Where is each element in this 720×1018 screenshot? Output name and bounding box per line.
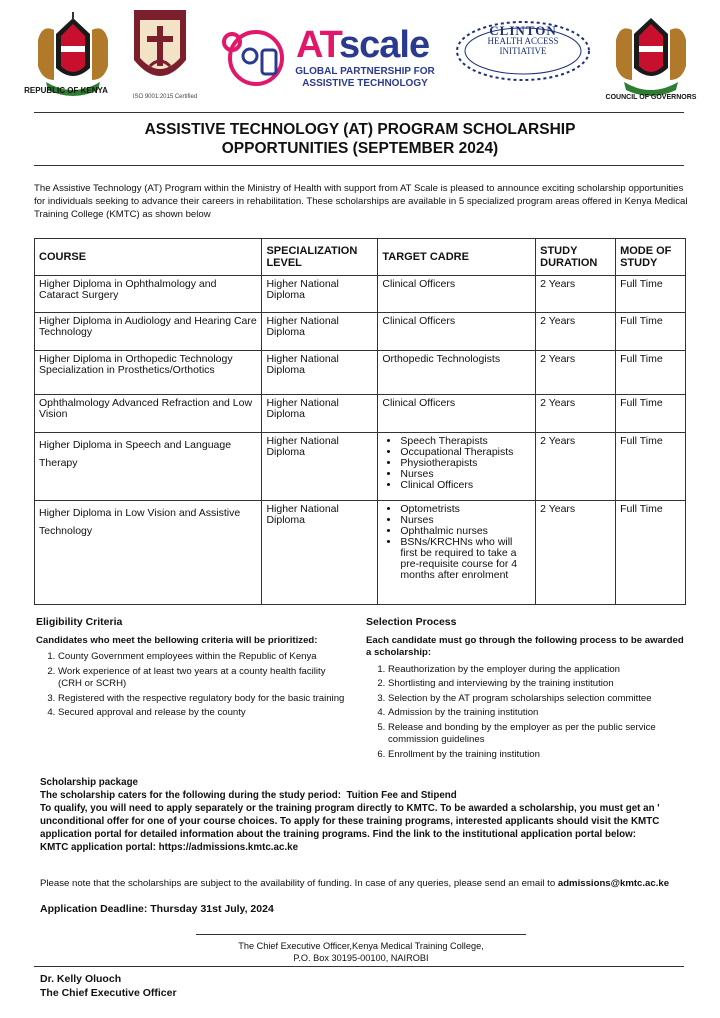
table-row <box>35 395 686 433</box>
table-row <box>35 276 686 313</box>
level-cell: Higher National Diploma <box>262 501 378 605</box>
mode-cell: Full Time <box>616 276 686 313</box>
cadre-item: • Speech Therapists <box>400 436 531 447</box>
signatory <box>40 972 177 1000</box>
cadre-cell: Clinical Officers <box>378 395 536 433</box>
list-item: 3. Registered with the respective regulatory body for the basic training <box>58 693 346 706</box>
header-specialization: SPECIALIZATION LEVEL <box>262 239 378 276</box>
duration-cell: 2 Years <box>536 313 616 351</box>
list-item: 4. Admission by the training institution <box>388 707 690 720</box>
table-row <box>35 313 686 351</box>
selection-heading: Selection Process <box>366 616 457 628</box>
duration-cell: 2 Years <box>536 276 616 313</box>
eligibility-heading: Eligibility Criteria <box>36 616 123 628</box>
eligibility-lead: Candidates who meet the bellowing criteria will be prioritized: <box>36 634 318 646</box>
cadre-cell: Clinical Officers <box>378 276 536 313</box>
course-cell: Higher Diploma in Orthopedic Technology Specialization in Prosthetics/Orthotics <box>35 351 262 395</box>
mode-cell: Full Time <box>616 313 686 351</box>
address-divider <box>196 934 526 935</box>
cog-caption: COUNCIL OF GOVERNORS <box>605 94 697 101</box>
table-row <box>35 433 686 501</box>
cadre-item: • Physiotherapists <box>400 458 531 469</box>
cadre-cell: Orthopedic Technologists <box>378 351 536 395</box>
list-item: 3. Selection by the AT program scholarships selection committee <box>388 693 690 706</box>
mode-cell: Full Time <box>616 501 686 605</box>
cadre-list <box>382 436 531 491</box>
list-item: 6. Enrollment by the training institution <box>388 749 690 762</box>
contact-email[interactable]: admissions@kmtc.ac.ke <box>557 878 670 889</box>
list-item: 1. Reauthorization by the employer during the application <box>388 664 690 677</box>
scholarship-package-section <box>40 776 700 854</box>
mode-cell: Full Time <box>616 351 686 395</box>
level-cell: Higher National Diploma <box>262 433 378 501</box>
cadre-item: • Nurses <box>400 515 531 526</box>
selection-section <box>366 616 690 763</box>
duration-cell: 2 Years <box>536 395 616 433</box>
cadre-item: • Clinical Officers <box>400 480 531 491</box>
list-item: 2. Shortlisting and interviewing by the training institution <box>388 678 690 691</box>
cadre-item: • BSNs/KRCHNs who will first be required to take a pre-requisite course for 4 months after enrolment <box>400 537 531 581</box>
cadre-cell <box>378 501 536 605</box>
mode-cell: Full Time <box>616 395 686 433</box>
package-heading: Scholarship package <box>40 777 139 788</box>
duration-cell: 2 Years <box>536 433 616 501</box>
package-covers: Tuition Fee and Stipend <box>346 790 457 801</box>
table-header-row <box>35 239 686 276</box>
course-cell: Higher Diploma in Speech and Language Therapy <box>35 433 262 501</box>
mode-cell: Full Time <box>616 433 686 501</box>
duration-cell: 2 Years <box>536 351 616 395</box>
duration-cell: 2 Years <box>536 501 616 605</box>
clinton-wordmark: CLINTON HEALTH ACCESS INITIATIVE <box>487 23 559 56</box>
cadre-item: • Occupational Therapists <box>400 447 531 458</box>
cadre-cell <box>378 433 536 501</box>
header-mode: MODE OF STUDY <box>616 239 686 276</box>
title-divider <box>34 165 684 166</box>
table-row <box>35 501 686 605</box>
course-cell: Higher Diploma in Ophthalmology and Cataract Surgery <box>35 276 262 313</box>
header-divider <box>34 112 684 113</box>
application-deadline: Application Deadline: Thursday 31st July, 2024 <box>40 903 274 915</box>
course-cell: Ophthalmology Advanced Refraction and Low Vision <box>35 395 262 433</box>
ceo-address: The Chief Executive Officer,Kenya Medical Training College, P.O. Box 30195-00100, NAIROBI <box>238 941 484 963</box>
signatory-title: The Chief Executive Officer <box>40 987 177 999</box>
page-title: ASSISTIVE TECHNOLOGY (AT) PROGRAM SCHOLARSHIP OPPORTUNITIES (SEPTEMBER 2024) <box>144 121 576 157</box>
cadre-cell: Clinical Officers <box>378 313 536 351</box>
list-item: 1. County Government employees within the Republic of Kenya <box>58 651 346 664</box>
footer-divider <box>34 966 684 967</box>
header-course: COURSE <box>35 239 262 276</box>
level-cell: Higher National Diploma <box>262 276 378 313</box>
kenya-caption: REPUBLIC OF KENYA <box>24 86 108 95</box>
eligibility-list <box>36 651 346 720</box>
signatory-name: Dr. Kelly Oluoch <box>40 973 122 985</box>
table-row <box>35 351 686 395</box>
atscale-subtitle: GLOBAL PARTNERSHIP FOR ASSISTIVE TECHNOLOGY <box>295 66 435 89</box>
kmtc-caption: ISO 9001:2015 Certified <box>132 94 198 100</box>
level-cell: Higher National Diploma <box>262 395 378 433</box>
cadre-item: • Nurses <box>400 469 531 480</box>
council-of-governors-logo <box>606 10 696 100</box>
logo-bar <box>0 0 720 110</box>
kmtc-logo <box>130 6 190 92</box>
list-item: 5. Release and bonding by the employer as per the public service commission guidelines <box>388 722 690 747</box>
list-item: 4. Secured approval and release by the county <box>58 707 346 720</box>
course-cell: Higher Diploma in Audiology and Hearing Care Technology <box>35 313 262 351</box>
header-study-duration: STUDY DURATION <box>536 239 616 276</box>
atscale-wordmark: ATscale <box>296 24 430 66</box>
portal-link[interactable]: KMTC application portal: https://admissions.kmtc.ac.ke <box>40 842 299 853</box>
package-qualify: To qualify, you will need to apply separately or the training program directly to KMTC. To be awarded a scholarship, you must get an ' unconditional offer for one of your course choices. To apply for these training programs, interested applicants should visit the KMTC application portal for detailed information about the training programs. Find the link to the institutional application portal below: <box>40 803 660 840</box>
selection-lead: Each candidate must go through the following process to be awarded a scholarship: <box>366 634 684 658</box>
package-caters: The scholarship caters for the following during the study period: Tuition Fee and Stipend <box>40 790 457 801</box>
intro-paragraph: The Assistive Technology (AT) Program within the Ministry of Health with support from AT Scale is pleased to announce exciting scholarship opportunities for individuals seeking to advance their careers in rehabilitation. These scholarships are available in 5 specialized program areas offered in Kenya Medical Training College (KMTC) as shown below <box>34 183 688 220</box>
courses-table <box>34 238 686 605</box>
level-cell: Higher National Diploma <box>262 351 378 395</box>
header-target-cadre: TARGET CADRE <box>378 239 536 276</box>
course-cell: Higher Diploma in Low Vision and Assistive Technology <box>35 501 262 605</box>
list-item: 2. Work experience of at least two years at a county health facility (CRH or SCRH) <box>58 666 346 691</box>
eligibility-section <box>36 616 346 722</box>
cadre-item: • Ophthalmic nurses <box>400 526 531 537</box>
level-cell: Higher National Diploma <box>262 313 378 351</box>
cadre-item: • Optometrists <box>400 504 531 515</box>
selection-list <box>366 664 690 762</box>
funding-note: Please note that the scholarships are subject to the availability of funding. In case of any queries, please send an email to admissions@kmtc.ac.ke <box>40 878 670 889</box>
cadre-list <box>382 504 531 581</box>
